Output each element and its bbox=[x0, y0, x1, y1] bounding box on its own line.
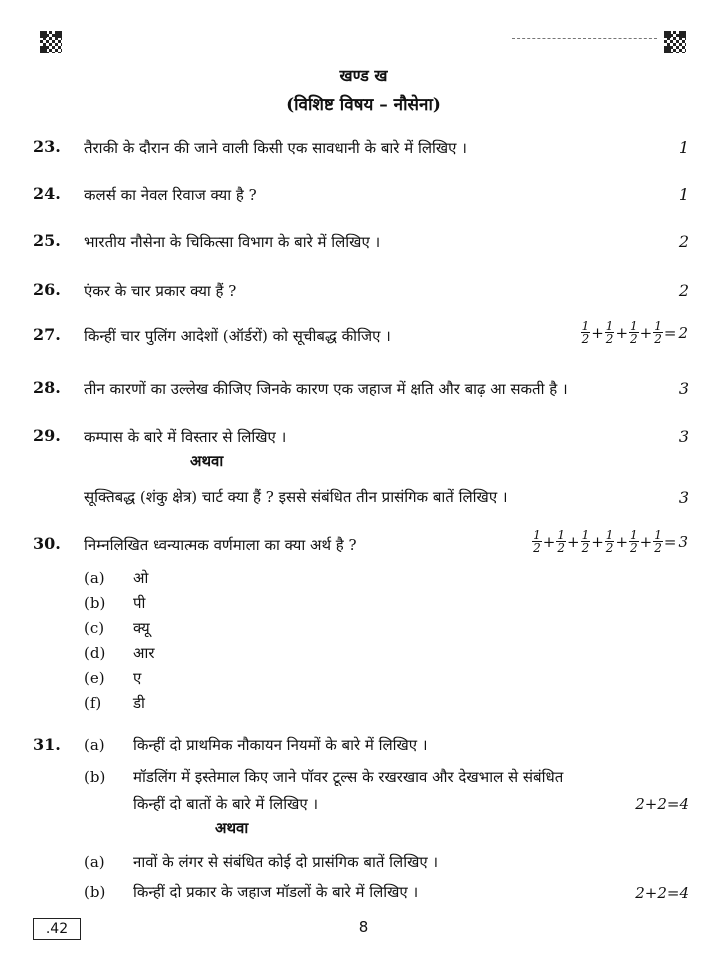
fraction-half: $\frac{1}{2}$ bbox=[654, 528, 662, 555]
option-text: पी bbox=[133, 594, 146, 612]
option-label: (f) bbox=[84, 694, 102, 712]
option-label: (d) bbox=[84, 644, 106, 662]
fraction-half: $\frac{1}{2}$ bbox=[605, 528, 614, 555]
question-text: निम्नलिखित ध्वन्यात्मक वर्णमाला का क्या अर्थ है ? bbox=[84, 536, 357, 554]
question-number: 24. bbox=[33, 184, 61, 203]
question-number: 31. bbox=[33, 735, 61, 754]
question-marks: 2 bbox=[678, 323, 688, 342]
qr-code-left-icon bbox=[40, 31, 62, 53]
section-subtitle: (विशिष्ट विषय – नौसेना) bbox=[286, 95, 441, 115]
question-number: 29. bbox=[33, 426, 61, 445]
question-number: 26. bbox=[33, 280, 61, 299]
question-marks: 3 bbox=[678, 379, 689, 398]
fraction-half: $\frac{1}{2}$ bbox=[654, 319, 662, 346]
question-marks: 2 bbox=[678, 281, 689, 300]
fraction-half: $\frac{1}{2}$ bbox=[581, 528, 590, 555]
question-marks: 2+2=4 bbox=[635, 884, 689, 902]
question-number: 27. bbox=[33, 325, 61, 344]
subpart-label: (b) bbox=[84, 768, 106, 786]
question-number: 30. bbox=[33, 534, 61, 553]
header-rule bbox=[512, 38, 657, 39]
question-marks: 3 bbox=[678, 532, 688, 551]
question-text: तैराकी के दौरान की जाने वाली किसी एक सावधानी के बारे में लिखिए । bbox=[84, 139, 467, 157]
question-alt-text: सूक्तिबद्ध (शंकु क्षेत्र) चार्ट क्या हैं ? इससे संबंधित तीन प्रासंगिक बातें लिखिए । bbox=[84, 488, 508, 506]
question-text: भारतीय नौसेना के चिकित्सा विभाग के बारे में लिखिए । bbox=[84, 233, 381, 251]
fraction-half: $\frac{1}{2}$ bbox=[533, 528, 541, 555]
qr-code-right-icon bbox=[664, 31, 686, 53]
fraction-half: $\frac{1}{2}$ bbox=[630, 528, 638, 555]
paper-code: .42 bbox=[33, 918, 81, 940]
subpart-text: किन्हीं दो प्राथमिक नौकायन नियमों के बारे में लिखिए । bbox=[133, 736, 428, 754]
option-text: आर bbox=[133, 644, 155, 662]
question-number: 28. bbox=[33, 378, 61, 397]
option-label: (b) bbox=[84, 594, 106, 612]
question-marks: 3 bbox=[678, 427, 689, 446]
option-label: (c) bbox=[84, 619, 105, 637]
option-text: डी bbox=[133, 694, 145, 712]
page-number: 8 bbox=[358, 918, 369, 936]
question-text: तीन कारणों का उल्लेख कीजिए जिनके कारण एक जहाज में क्षति और बाढ़ आ सकती है । bbox=[84, 380, 568, 398]
or-label: अथवा bbox=[190, 452, 224, 470]
question-text: कलर्स का नेवल रिवाज क्या है ? bbox=[84, 186, 257, 204]
subpart-text-cont: किन्हीं दो बातों के बारे में लिखिए । bbox=[133, 795, 319, 813]
question-marks: 1 bbox=[678, 138, 689, 157]
fraction-half: $\frac{1}{2}$ bbox=[557, 528, 565, 555]
question-marks: 2 bbox=[678, 232, 689, 251]
option-label: (a) bbox=[84, 569, 105, 587]
question-number: 25. bbox=[33, 231, 61, 250]
option-text: क्यू bbox=[133, 619, 150, 637]
subpart-label: (a) bbox=[84, 736, 105, 754]
subpart-label: (b) bbox=[84, 883, 106, 901]
subpart-text: नावों के लंगर से संबंधित कोई दो प्रासंगिक बातें लिखिए । bbox=[133, 853, 439, 871]
question-text: कम्पास के बारे में विस्तार से लिखिए । bbox=[84, 428, 287, 446]
fraction-half: $\frac{1}{2}$ bbox=[581, 319, 590, 346]
subpart-text: किन्हीं दो प्रकार के जहाज मॉडलों के बारे में लिखिए । bbox=[133, 883, 419, 901]
section-title: खण्ड ख bbox=[339, 66, 388, 85]
fraction-marks: $\frac{1}{2}$ + $\frac{1}{2}$ + $\frac{1}{2}$ + $\frac{1}{2}$ = 2 bbox=[581, 319, 688, 346]
subpart-text: मॉडलिंग में इस्तेमाल किए जाने पॉवर टूल्स के रखरखाव और देखभाल से संबंधित bbox=[133, 768, 564, 786]
question-marks: 1 bbox=[678, 185, 689, 204]
question-text: किन्हीं चार पुलिंग आदेशों (ऑर्डरों) को सूचीबद्ध कीजिए । bbox=[84, 327, 391, 345]
fraction-marks: $\frac{1}{2}$ + $\frac{1}{2}$ + $\frac{1}{2}$ + $\frac{1}{2}$ + $\frac{1}{2}$ + $\frac{1}{2}$ = 3 bbox=[533, 528, 688, 555]
question-text: एंकर के चार प्रकार क्या हैं ? bbox=[84, 282, 237, 300]
option-text: ए bbox=[133, 669, 142, 687]
option-label: (e) bbox=[84, 669, 105, 687]
subpart-label: (a) bbox=[84, 853, 105, 871]
question-marks: 2+2=4 bbox=[635, 795, 689, 813]
option-text: ओ bbox=[133, 569, 149, 587]
or-label: अथवा bbox=[215, 819, 249, 837]
question-number: 23. bbox=[33, 137, 61, 156]
fraction-half: $\frac{1}{2}$ bbox=[605, 319, 614, 346]
question-alt-marks: 3 bbox=[678, 488, 689, 507]
fraction-half: $\frac{1}{2}$ bbox=[630, 319, 638, 346]
